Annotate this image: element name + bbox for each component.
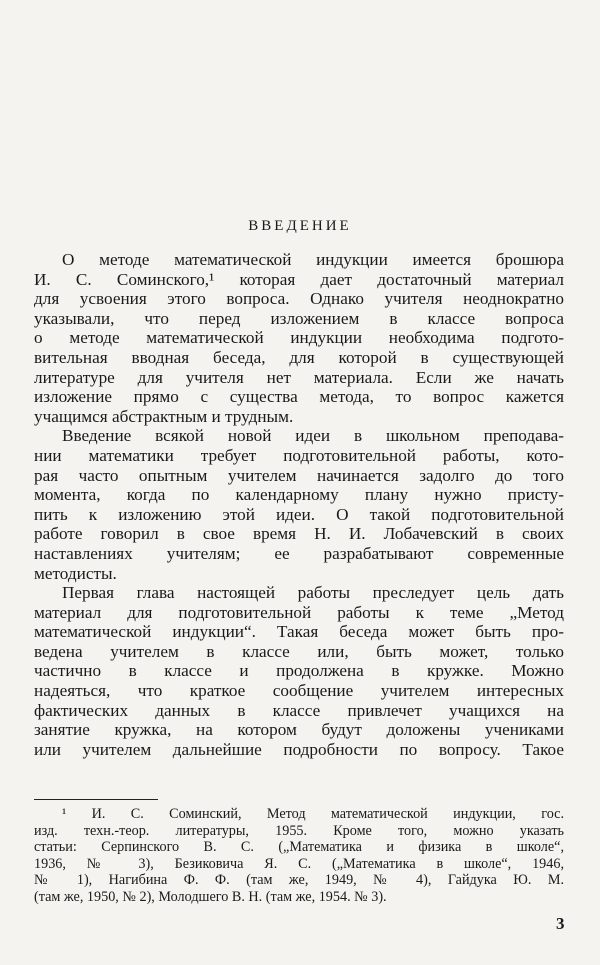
text-line: частично в классе и продолжена в кружке. Можно [34,661,564,681]
text-line: математической индукции“. Такая беседа может быть про- [34,622,564,642]
footnote-line: изд. техн.-теор. литературы, 1955. Кроме того, можно указать [34,822,564,839]
footnotes [34,806,564,905]
text-line: указывали, что перед изложением в классе вопроса [34,308,564,328]
footnote-separator [34,799,158,800]
text-line: момента, когда по календарному плану нужно присту- [34,485,564,505]
chapter-heading: ВВЕДЕНИЕ [248,218,352,234]
text-line: О методе математической индукции имеется брошюра [62,250,564,269]
text-line: литературе для учителя нет материала. Если же начать [34,367,564,387]
text-line: Введение всякой новой идеи в школьном преподава- [62,426,564,446]
page-number: 3 [556,914,565,933]
text-line: наставлениях учителям; ее разрабатывают современные [34,543,564,563]
text-line: занятие кружка, на котором будут доложены учениками [34,720,564,740]
footnote-line: (там же, 1950, № 2), Молодшего В. Н. (там же, 1954. № 3). [34,888,387,905]
text-line: вительная вводная беседа, для которой в существующей [34,347,564,367]
footnote-line: № 1), Нагибина Ф. Ф. (там же, 1949, № 4), Гайдука Ю. М. [34,872,564,888]
footnote-line: 1936, № 3), Безиковича Я. С. („Математика в школе“, 1946, [34,855,564,872]
body-text [34,250,564,759]
text-line: учащимся абстрактным и трудным. [34,406,294,426]
text-line: фактических данных в классе привлечет учащихся на [34,700,564,720]
footnote-line: статьи: Серпинского В. С. („Математика и физика в школе“, [34,839,564,855]
text-line: Первая глава настоящей работы преследует цель дать [62,583,564,603]
text-line: изложение прямо с существа метода, то вопрос кажется [34,387,564,407]
text-line: для усвоения этого вопроса. Однако учителя неоднократно [34,289,564,309]
text-line: материал для подготовительной работы к теме „Метод [34,602,564,622]
text-line: ведена учителем в классе или, быть может, только [34,641,564,661]
text-line: о методе математической индукции необходима подгото- [34,328,564,348]
text-line: работе говорил в свое время Н. И. Лобачевский в своих [34,524,564,544]
text-line: методисты. [34,563,117,583]
text-line: нии математики требует подготовительной работы, кото- [34,445,564,465]
text-line: надеяться, что краткое сообщение учителем интересных [34,681,564,701]
text-line: пить к изложению этой идеи. О такой подготовительной [34,504,564,524]
text-line: И. С. Соминского,¹ которая дает достаточный материал [34,269,564,289]
text-line: или учителем дальнейшие подробности по вопросу. Такое [34,739,564,759]
text-line: рая часто опытным учителем начинается задолго до того [34,465,564,485]
footnote-line: ¹ И. С. Соминский, Метод математической индукции, гос. [62,806,564,822]
